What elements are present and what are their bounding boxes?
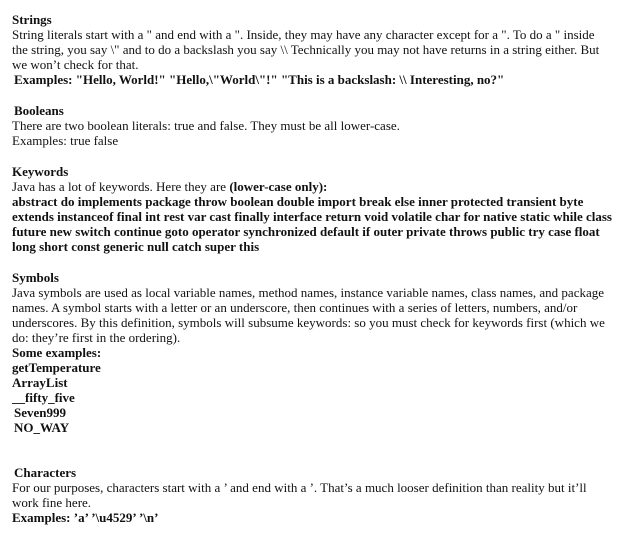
symbols-examples-label: Some examples: — [12, 345, 102, 360]
keywords-intro — [12, 179, 612, 194]
strings-examples: Examples: "Hello, World!" "Hello,\"World\"!" "This is a backslash: \\ Interesting, no?" — [14, 72, 505, 87]
symbols-section — [12, 270, 612, 435]
characters-section — [12, 465, 612, 525]
symbols-heading: Symbols — [12, 270, 59, 285]
keywords-section — [12, 164, 612, 254]
booleans-heading: Booleans — [14, 103, 64, 118]
symbol-example: ArrayList — [12, 375, 68, 390]
strings-heading: Strings — [12, 12, 52, 27]
keywords-heading: Keywords — [12, 164, 69, 179]
characters-heading: Characters — [14, 465, 77, 480]
booleans-examples: Examples: true false — [12, 133, 119, 148]
booleans-description: There are two boolean literals: true and false. They must be all lower-case. — [12, 118, 400, 133]
symbols-description: Java symbols are used as local variable names, method names, instance variable names, class names, and package names. A symbol starts with a letter or an underscore, then continues with a series of letters, numbers, and/or underscores. By this definition, symbols will subsume keywords: so you must check for keywords first (which we do: they’re first in the ordering). — [12, 285, 605, 345]
booleans-section — [12, 103, 612, 148]
symbol-example: Seven999 — [14, 405, 66, 420]
keywords-intro-text: Java has a lot of keywords. Here they are — [12, 179, 230, 194]
symbol-example: getTemperature — [12, 360, 101, 375]
symbol-example: NO_WAY — [14, 420, 70, 435]
characters-examples: Examples: ’a’ ’\u4529’ ’\n’ — [12, 510, 159, 525]
strings-description: String literals start with a " and end with a ". Inside, they may have any character except for a ". To do a " inside the string, you say \" and to do a backslash you say \\ Technically you may not have returns in a string either. But we won’t check for that. — [12, 27, 600, 72]
symbol-example: __fifty_five — [12, 390, 75, 405]
document-page — [12, 12, 612, 525]
characters-description: For our purposes, characters start with a ’ and end with a ’. That’s a much looser definition than reality but it’ll work fine here. — [12, 480, 587, 510]
keywords-intro-bold: (lower-case only): — [229, 179, 328, 194]
keywords-list: abstract do implements package throw boolean double import break else inner protected transient byte extends instanceof final int rest var cast finally interface return void volatile char for native static while class future new switch continue goto operator synchronized default if outer private throws public try case float long short const generic null catch super this — [12, 194, 612, 254]
strings-section — [12, 12, 612, 87]
